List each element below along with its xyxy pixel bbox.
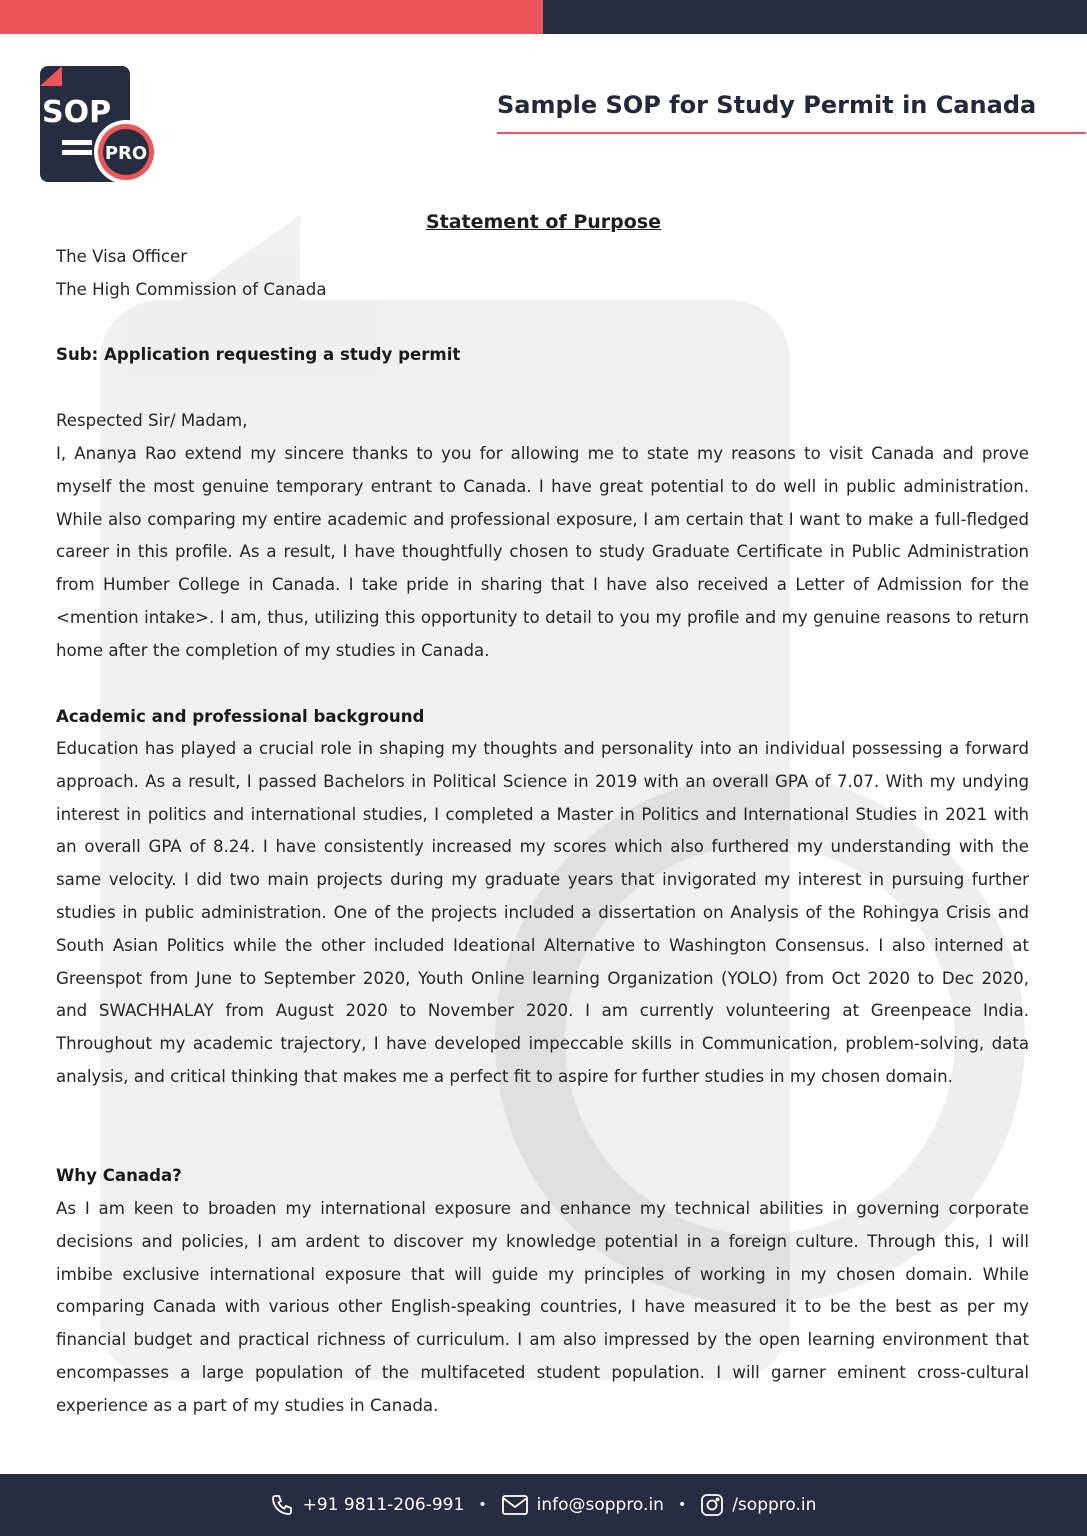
recipient-line-2: The High Commission of Canada (56, 279, 327, 299)
document-title: Statement of Purpose (425, 211, 662, 233)
footer-phone[interactable] (271, 1493, 465, 1517)
academic-paragraph: Education has played a crucial role in shaping my thoughts and personality into an individual possessing a forward approach. As a result, I passed Bachelors in Political Science in 2019 with an overall GPA of 7.07. With my undying interest in politics and international studies, I completed a Master in Politics and International Studies in 2021 with an overall GPA of 8.24. I have consistently increased my scores which also furthered my understanding with the same velocity. I did two main projects during my graduate years that invigorated my interest in pursuing further studies in public administration. One of the projects included a dissertation on Analysis of the Rohingya Crisis and South Asian Politics while the other included Ideational Alternative to Washington Consensus. I also interned at Greenspot from June to September 2020, Youth Online learning Organization (YOLO) from Oct 2020 to Dec 2020, and SWACHHALAY from August 2020 to November 2020. I am currently volunteering at Greenpeace India. Throughout my academic trajectory, I have developed impeccable skills in Communication, problem-solving, data analysis, and critical thinking that makes me a perfect fit to aspire for further studies in my chosen domain. (56, 739, 1029, 1086)
section-heading-academic: Academic and professional background (56, 707, 425, 726)
document-header (497, 88, 1086, 134)
why-canada-paragraph: As I am keen to broaden my international exposure and enhance my technical abilities in governing corporate decisions and policies, I am ardent to discover my knowledge potential in a foreign culture. Through this, I will imbibe exclusive international exposure that will guide my principles of working in my chosen domain. While comparing Canada with various other English-speaking countries, I have measured it to be the best as per my financial budget and practical richness of curriculum. I am also impressed by the open learning environment that encompasses a large population of the multifaceted student population. I will garner eminent cross-cultural experience as a part of my studies in Canada. (56, 1199, 1029, 1415)
phone-number: +91 9811-206-991 (302, 1495, 465, 1515)
mail-icon (501, 1494, 529, 1516)
subject-line: Sub: Application requesting a study permit (56, 345, 461, 364)
phone-icon (271, 1493, 295, 1517)
instagram-icon (700, 1493, 724, 1517)
instagram-handle: /soppro.in (732, 1495, 817, 1515)
logo-sop-text: SOP (42, 95, 112, 130)
footer-instagram[interactable] (700, 1493, 816, 1517)
soppro-logo (38, 64, 164, 186)
recipient-line-1: The Visa Officer (56, 247, 188, 266)
footer-email[interactable] (501, 1494, 664, 1516)
logo-pro-text: PRO (104, 143, 148, 164)
document-header-title: Sample SOP for Study Permit in Canada (497, 91, 1037, 119)
section-heading-why-canada: Why Canada? (56, 1166, 182, 1185)
footer-contacts (0, 1474, 1087, 1536)
footer-separator-1: • (478, 1497, 487, 1513)
email-address: info@soppro.in (536, 1495, 664, 1515)
top-accent-bar-red (0, 0, 543, 34)
intro-paragraph: I, Ananya Rao extend my sincere thanks to you for allowing me to state my reasons to visit Canada and prove myself the most genuine temporary entrant to Canada. I have great potential to do well in public administration. While also comparing my entire academic and professional exposure, I am certain that I want to make a full-fledged career in this profile. As a result, I have thoughtfully chosen to study Graduate Certificate in Public Administration from Humber College in Canada. I take pride in sharing that I have also received a Letter of Admission for the <mention intake>. I am, thus, utilizing this opportunity to detail to you my profile and my genuine reasons to return home after the completion of my studies in Canada. (56, 444, 1029, 660)
top-accent-bar-navy (543, 0, 1087, 34)
footer-separator-2: • (677, 1497, 687, 1513)
salutation: Respected Sir/ Madam, (56, 411, 248, 430)
recipient-block (56, 241, 1029, 307)
footer-bar (0, 1474, 1087, 1536)
